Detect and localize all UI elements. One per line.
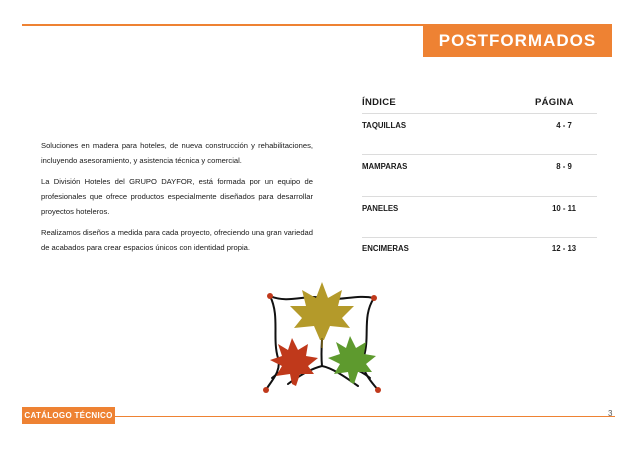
index-row-paneles[interactable]	[362, 204, 594, 213]
intro-paragraph: Soluciones en madera para hoteles, de nueva construcción y rehabilitaciones, incluyendo asesoramiento, y asistencia técnica y comercial.	[41, 141, 313, 165]
page-heading: PÁGINA	[535, 97, 574, 108]
page-number: 3	[608, 409, 613, 418]
index-row-pages: 8 - 9	[556, 162, 572, 171]
index-divider	[362, 237, 597, 238]
footer-label: CATÁLOGO TÉCNICO	[22, 407, 115, 424]
index-row-encimeras[interactable]	[362, 244, 594, 253]
index-row-pages: 12 - 13	[551, 244, 577, 253]
index-divider	[362, 154, 597, 155]
index-divider	[362, 196, 597, 197]
index-row-pages: 10 - 11	[552, 204, 576, 213]
index-row-mamparas[interactable]	[362, 162, 594, 171]
maple-leaves-emblem-icon	[258, 276, 386, 398]
top-rule	[22, 24, 423, 26]
index-row-label: ENCIMERAS	[362, 244, 409, 253]
section-title-banner	[423, 24, 612, 57]
index-row-taquillas[interactable]	[362, 121, 594, 130]
index-heading: ÍNDICE	[362, 97, 396, 108]
index-row-pages: 4 - 7	[556, 121, 572, 130]
index-row-label: TAQUILLAS	[362, 121, 407, 130]
intro-paragraph: Realizamos diseños a medida para cada proyecto, ofreciendo una gran variedad de acabados para crear espacios únicos con identidad propia.	[41, 228, 313, 252]
intro-paragraph: La División Hoteles del GRUPO DAYFOR, está formada por un equipo de profesionales que ofrece productos especialmente diseñados para desarrollar proyectos hoteleros.	[41, 177, 313, 216]
intro-text	[41, 138, 313, 261]
index-divider	[362, 113, 597, 114]
index-row-label: PANELES	[362, 204, 399, 213]
section-title: POSTFORMADOS	[438, 30, 597, 50]
index-row-label: MAMPARAS	[362, 162, 408, 171]
